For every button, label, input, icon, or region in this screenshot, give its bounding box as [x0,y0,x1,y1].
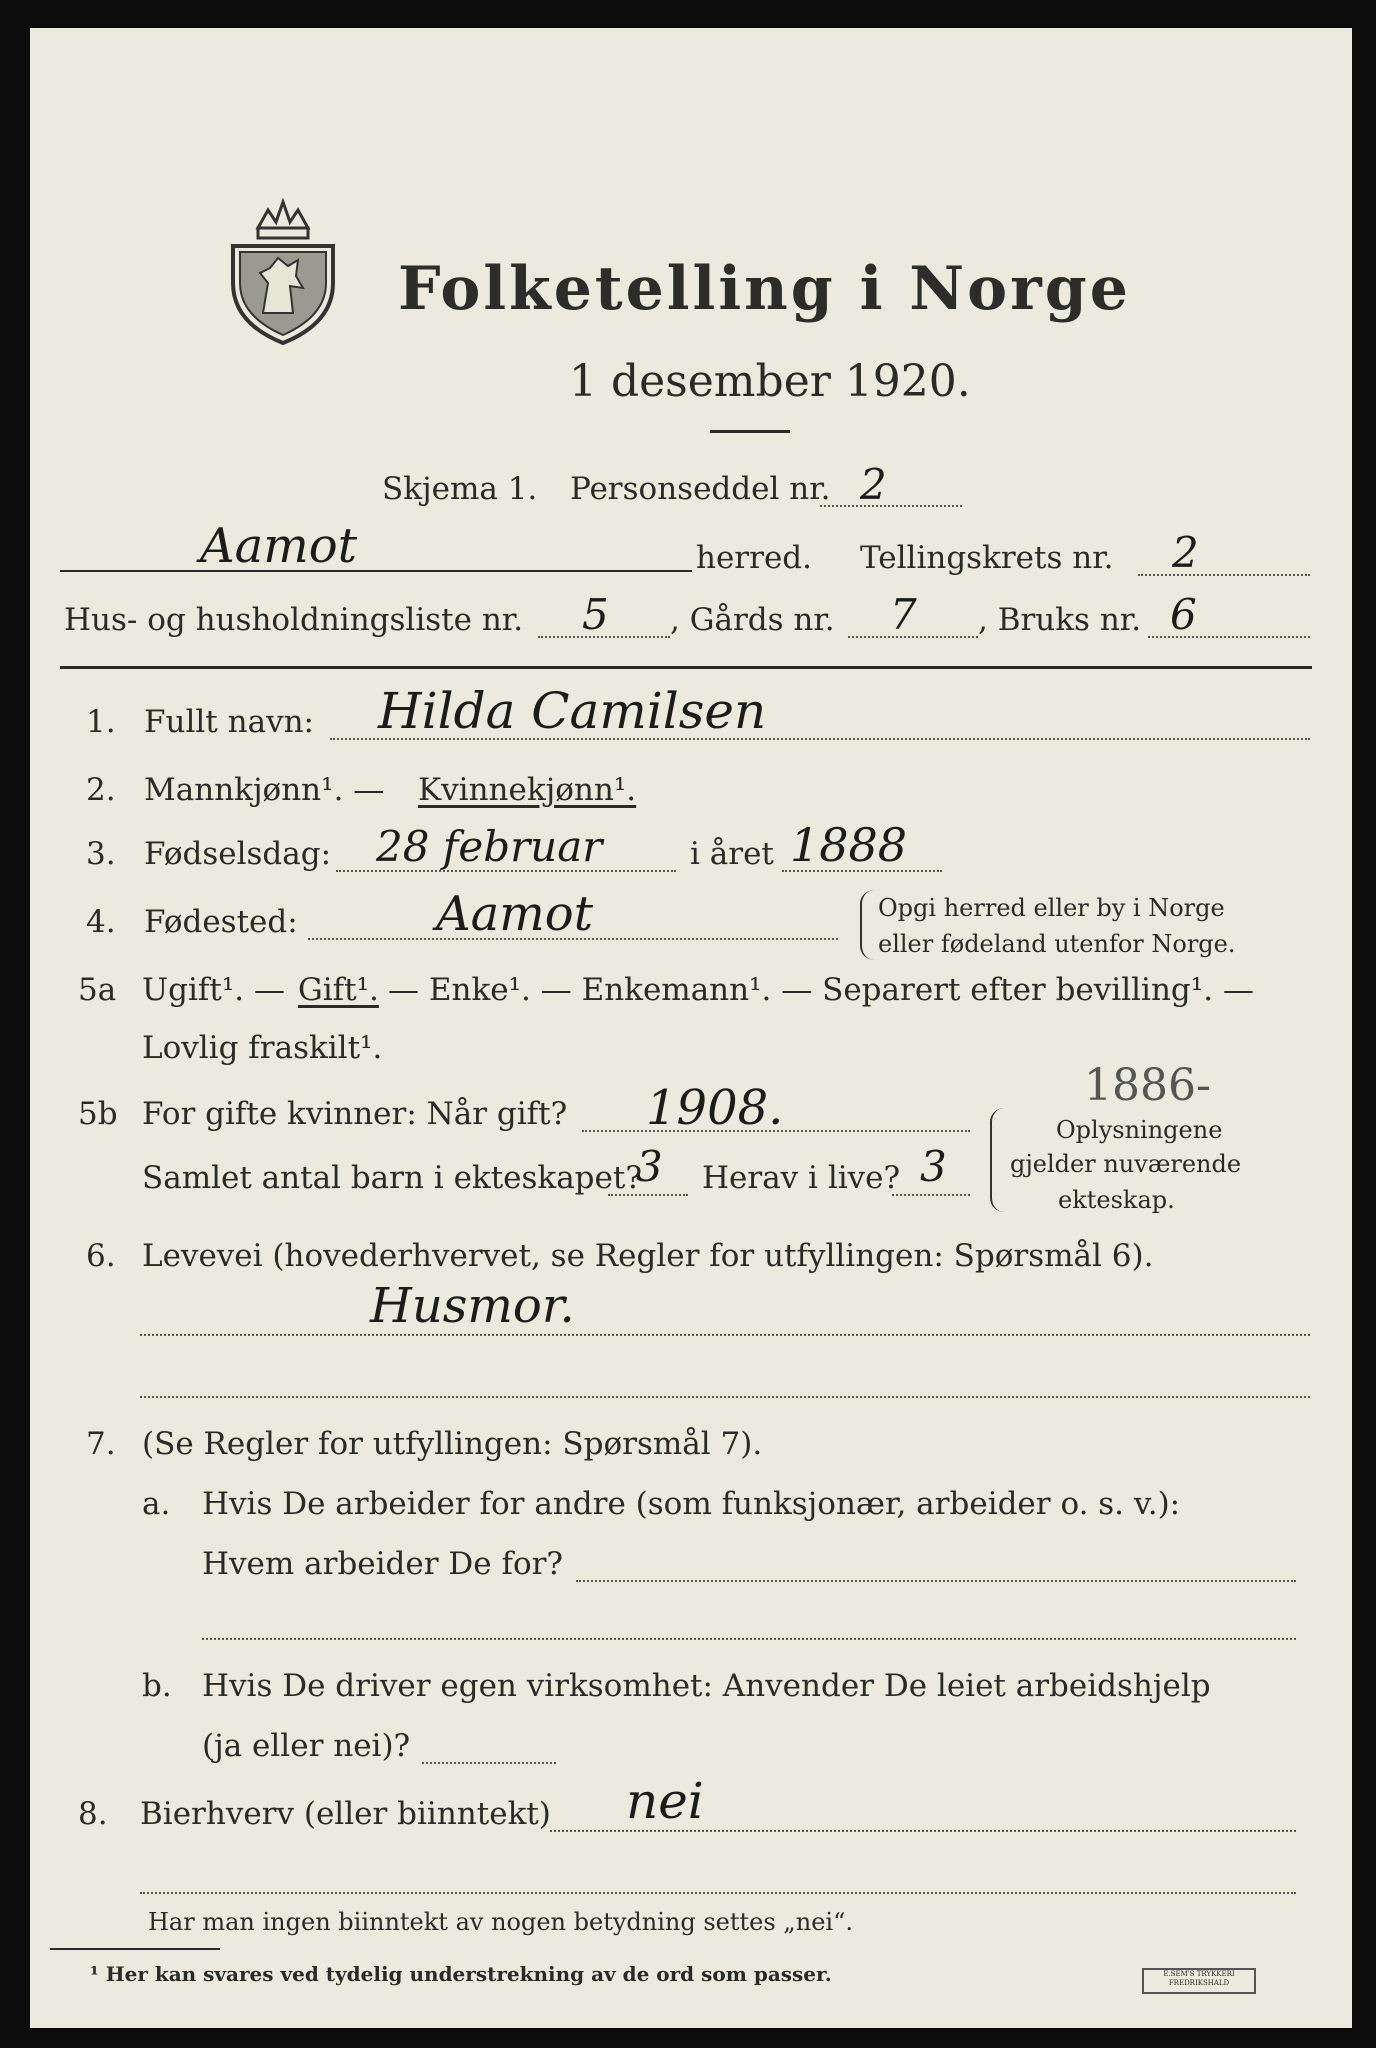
q1-label: Fullt navn: [144,704,314,740]
q6-label: Levevei (hovederhvervet, se Regler for utfyllingen: Spørsmål 6). [142,1238,1154,1274]
q5b-margin-note: 1886- [1084,1060,1211,1111]
q1-full-name-value: Hilda Camilsen [378,682,767,740]
q5b-married-value: 1908. [646,1080,784,1136]
tellingskrets-line [1138,574,1310,576]
gards-value: 7 [890,590,917,639]
q5a-number: 5a [78,972,117,1008]
q2-number: 2. [86,772,116,808]
q7b-line2: (ja eller nei)? [202,1728,411,1764]
bruks-label: , Bruks nr. [978,602,1142,638]
herred-value: Aamot [200,518,357,574]
norway-coat-of-arms-icon [228,188,338,348]
q8-note: Har man ingen biinntekt av nogen betydning settes „nei“. [148,1908,853,1936]
q1-number: 1. [86,704,116,740]
q6-line2 [140,1396,1310,1398]
q7b-answer-line [422,1762,556,1764]
personseddel-value: 2 [860,460,887,509]
q5b-barn-label: Samlet antal barn i ekteskapet? [142,1160,642,1196]
q4-note-line1: Opgi herred eller by i Norge [878,894,1225,922]
q7a-answer-line2 [202,1638,1296,1640]
bruks-value: 6 [1170,590,1197,639]
q7a-line1: Hvis De arbeider for andre (som funksjonær, arbeider o. s. v.): [202,1486,1181,1522]
q7-label: (Se Regler for utfyllingen: Spørsmål 7). [142,1426,763,1462]
tellingskrets-value: 2 [1172,528,1199,577]
q4-birthplace-value: Aamot [436,886,593,942]
skjema-label: Skjema 1. [382,471,538,507]
herred-line [60,570,692,572]
form-title: Folketelling i Norge [398,254,1131,324]
q3-aret-label: i året [690,836,774,872]
q3-year-value: 1888 [790,818,908,872]
q7a-number: a. [142,1486,171,1522]
q5b-barn-line [608,1194,688,1196]
q2-kvinnekjonn-underlined: Kvinnekjønn¹. [418,772,637,808]
q3-number: 3. [86,836,116,872]
q4-brace [860,890,874,960]
q5b-live-value: 3 [920,1142,947,1191]
q5b-label: For gifte kvinner: Når gift? [142,1096,568,1132]
q5a-options: — Enke¹. — Enkemann¹. — Separert efter bevilling¹. — [388,972,1254,1008]
q5b-note-line3: ekteskap. [1058,1186,1175,1214]
footnote: ¹ Her kan svares ved tydelig understrekning av de ord som passer. [90,1962,832,1986]
q5b-brace [990,1108,1006,1212]
q5b-barn-value: 3 [636,1142,663,1191]
gards-label: , Gårds nr. [670,602,835,638]
q5a-fraskilt: Lovlig fraskilt¹. [142,1030,383,1066]
q6-number: 6. [86,1238,116,1274]
q5b-live-label: Herav i live? [702,1160,901,1196]
hus-value: 5 [582,590,609,639]
q7a-line2: Hvem arbeider De for? [202,1546,564,1582]
footnote-divider [50,1948,220,1950]
q4-label: Fødested: [144,904,298,940]
q2-mannkjonn: Mannkjønn¹. — [144,772,385,808]
census-form-sheet [30,28,1352,2028]
tellingskrets-label: Tellingskrets nr. [860,540,1114,576]
q5b-number: 5b [78,1096,118,1132]
q5b-note-line1: Oplysningene [1056,1116,1223,1144]
q4-number: 4. [86,904,116,940]
q6-occupation-value: Husmor. [370,1278,575,1334]
q8-value: nei [626,1772,704,1830]
q7a-answer-line [576,1580,1296,1582]
title-divider [710,430,790,433]
q4-note-line2: eller fødeland utenfor Norge. [878,930,1236,958]
q3-label: Fødselsdag: [144,836,332,872]
herred-label: herred. [696,540,812,576]
q6-line1 [140,1334,1310,1336]
q5a-gift-underlined: Gift¹. [298,972,379,1008]
personseddel-line [820,505,962,507]
q8-answer-line2 [140,1892,1296,1894]
hus-label: Hus- og husholdningsliste nr. [64,602,524,638]
q8-number: 8. [78,1796,108,1832]
personseddel-label: Personseddel nr. [570,471,831,507]
printer-stamp: E.SEM'S TRYKKERI FREDRIKSHALD [1142,1968,1256,1994]
q5a-ugift: Ugift¹. — [142,972,285,1008]
q7-number: 7. [86,1426,116,1462]
q8-answer-line [550,1830,1296,1832]
q7b-line1: Hvis De driver egen virksomhet: Anvender De leiet arbeidshjelp [202,1668,1211,1704]
q3-birthdate-value: 28 februar [376,822,603,871]
form-subtitle: 1 desember 1920. [569,356,971,407]
header-divider [60,666,1312,669]
q5b-live-line [892,1194,970,1196]
q8-label: Bierhverv (eller biinntekt) [140,1796,551,1832]
q7b-number: b. [142,1668,172,1704]
q5b-note-line2: gjelder nuværende [1010,1150,1242,1178]
